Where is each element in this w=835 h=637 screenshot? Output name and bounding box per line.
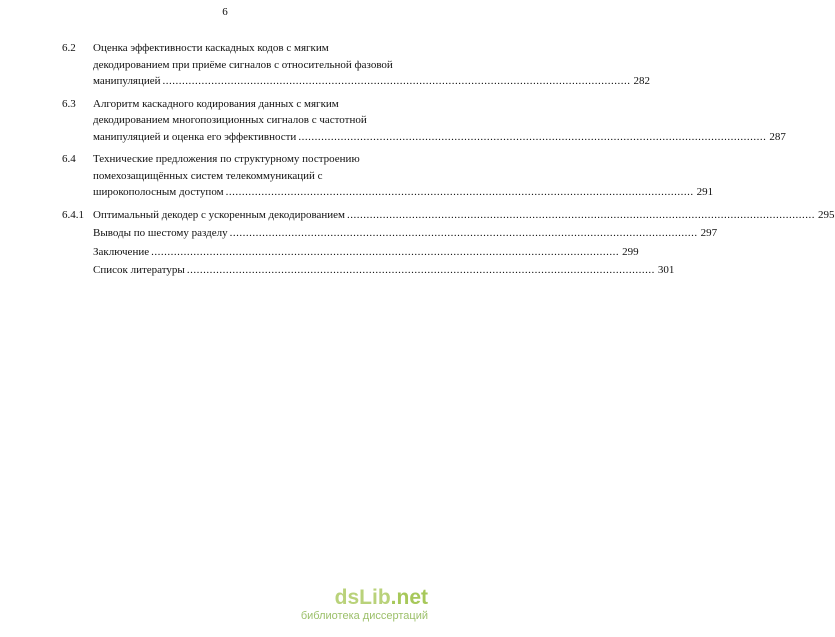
toc-title-line: Алгоритм каскадного кодирования данных с мягким (93, 97, 339, 110)
toc-title-line: манипуляцией и оценка его эффективности (93, 130, 297, 143)
dot-leader: ................................................................................................................................................ (347, 208, 816, 221)
toc-page-number: 291 (696, 186, 714, 198)
page-number: 6 (222, 6, 228, 18)
toc-title-line: Оптимальный декодер с ускоренным декодированием (93, 208, 346, 221)
toc-title-line: широкополосным доступом (93, 186, 224, 198)
toc-page-number: 287 (769, 130, 786, 143)
toc-title-line: манипуляцией (93, 75, 161, 87)
dot-leader: ................................................................................................................................................ (162, 75, 631, 87)
dot-leader: ................................................................................................................................................ (151, 245, 620, 258)
toc-title-line: Заключение (93, 245, 150, 258)
toc-entry (62, 244, 639, 261)
watermark (301, 587, 428, 623)
toc-page-number: 297 (700, 227, 718, 239)
toc-entry (62, 262, 675, 279)
toc-title-line: Технические предложения по структурному построению (93, 153, 360, 165)
toc-page-number: 295 (818, 208, 835, 221)
toc-page-number: 282 (633, 75, 651, 87)
toc-entry (62, 207, 835, 224)
toc-entry (62, 96, 786, 146)
section-number: 6.4.1 (62, 208, 84, 221)
toc-title-line: помехозащищённых систем телекоммуникаций с (93, 169, 323, 182)
toc-page-number: 301 (657, 264, 675, 276)
toc-title-line: декодированием многопозиционных сигналов с частотной (93, 114, 367, 126)
dot-leader: ................................................................................................................................................ (186, 264, 655, 276)
toc-page-number: 299 (622, 245, 639, 258)
toc-entry (62, 225, 718, 242)
dot-leader: ................................................................................................................................................ (225, 186, 694, 198)
toc-title-line: декодированием при приёме сигналов с относительной фазовой (93, 58, 393, 71)
watermark-subtitle: библиотека диссертаций (300, 610, 428, 622)
toc-title-line: Оценка эффективности каскадных кодов с мягким (93, 42, 329, 54)
toc-entry (62, 40, 651, 90)
section-number: 6.3 (62, 97, 76, 110)
toc-title-line: Выводы по шестому разделу (93, 227, 228, 239)
dot-leader: ................................................................................................................................................ (298, 130, 767, 143)
watermark-logo: dsLib.net (334, 586, 428, 609)
dot-leader: ................................................................................................................................................ (229, 227, 698, 239)
toc-title-line: Список литературы (93, 264, 185, 276)
section-number: 6.2 (62, 42, 76, 54)
table-of-contents (62, 40, 835, 279)
toc-entry (62, 151, 714, 201)
section-number: 6.4 (62, 153, 76, 165)
